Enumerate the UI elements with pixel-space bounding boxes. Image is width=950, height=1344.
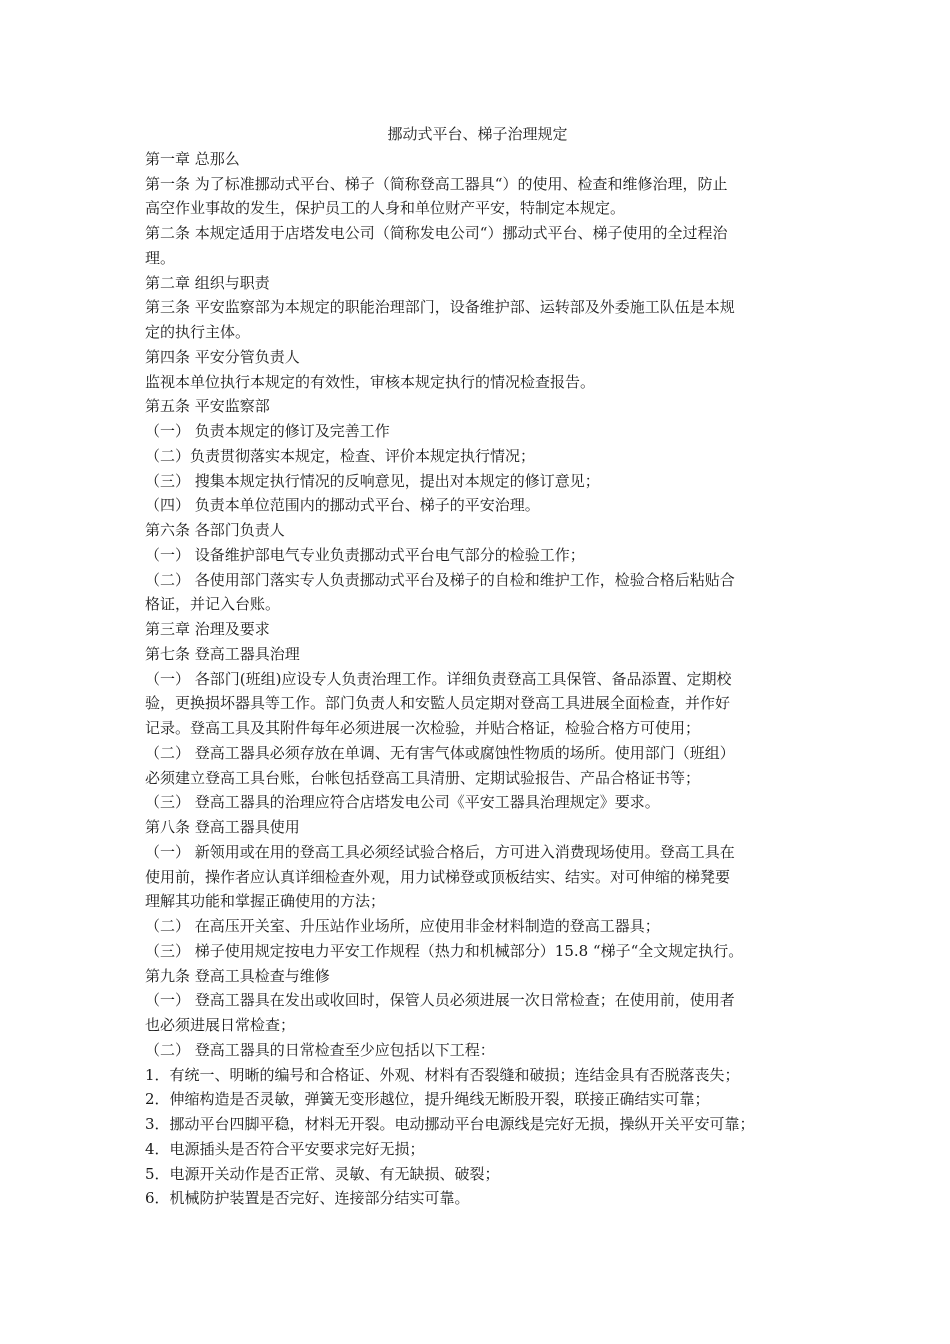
document-line: 记录。登高工具及其附件每年必须进展一次检验，并贴合格证，检验合格方可使用； — [145, 719, 701, 737]
document-line: （一） 新领用或在用的登高工具必须经试验合格后，方可进入消费现场使用。登高工具在 — [145, 842, 735, 861]
document-line: （三） 登高工器具的治理应符合店塔发电公司《平安工器具治理规定》要求。 — [145, 793, 660, 812]
document-line: 6．机械防护装置是否完好、连接部分结实可靠。 — [145, 1189, 470, 1208]
document-line: 4．电源插头是否符合平安要求完好无损； — [145, 1139, 425, 1158]
document-line: 第三条 平安监察部为本规定的职能治理部门，设备维护部、运转部及外委施工队伍是本规 — [145, 298, 735, 317]
document-page — [145, 122, 810, 1211]
document-line: 监视本单位执行本规定的有效性，审核本规定执行的情况检查报告。 — [145, 372, 596, 391]
document-line: （一） 负责本规定的修订及完善工作 — [145, 422, 390, 440]
document-line: 第四条 平安分管负责人 — [145, 347, 300, 366]
document-line: 第六条 各部门负责人 — [145, 521, 285, 539]
document-line: 1．有统一、明晰的编号和合格证、外观、材料有否裂缝和破损；连结金具有否脱落丧失； — [145, 1065, 740, 1084]
document-body — [145, 147, 810, 1211]
document-line: （一） 登高工器具在发出或收回时，保管人员必须进展一次日常检查；在使用前，使用者 — [145, 991, 735, 1010]
document-line: 2．伸缩构造是否灵敏，弹簧无变形越位，提升绳线无断股开裂，联接正确结实可靠； — [145, 1090, 710, 1109]
document-line: （三） 搜集本规定执行情况的反响意见，提出对本规定的修订意见； — [145, 471, 600, 490]
document-line: 第一条 为了标准挪动式平台、梯子（简称登高工器具“）的使用、检查和维修治理，防止 — [145, 174, 728, 193]
document-line: 高空作业事故的发生，保护员工的人身和单位财产平安，特制定本规定。 — [145, 199, 626, 218]
document-line: （二） 在高压开关室、升压站作业场所，应使用非金材料制造的登高工器具； — [145, 917, 660, 935]
document-line: 定的执行主体。 — [145, 323, 251, 341]
document-line: 格证，并记入台账。 — [145, 595, 281, 614]
document-line: 也必须进展日常检查； — [145, 1016, 296, 1034]
document-title: 挪动式平台、梯子治理规定 — [387, 125, 568, 143]
document-line: 第九条 登高工具检查与维修 — [145, 966, 330, 985]
document-line: （二） 登高工器具必须存放在单调、无有害气体或腐蚀性物质的场所。使用部门（班组） — [145, 743, 735, 762]
document-line: （二）负责贯彻落实本规定，检查、评价本规定执行情况； — [145, 446, 536, 465]
document-line: （一） 设备维护部电气专业负责挪动式平台电气部分的检验工作； — [145, 545, 585, 564]
document-line: 5．电源开关动作是否正常、灵敏、有无缺损、破裂； — [145, 1164, 500, 1183]
document-line: 使用前，操作者应认真详细检查外观，用力试梯登或顶板结实、结实。对可伸缩的梯凳要 — [145, 867, 731, 886]
document-line: 第二章 组织与职责 — [145, 273, 270, 292]
document-line: 理解其功能和掌握正确使用的方法； — [145, 892, 386, 911]
document-line: 第五条 平安监察部 — [145, 397, 270, 416]
document-line: 第七条 登高工器具治理 — [145, 644, 300, 663]
document-line: （二） 登高工器具的日常检查至少应包括以下工程： — [145, 1040, 495, 1059]
document-line: 必须建立登高工具台账，台帐包括登高工具清册、定期试验报告、产品合格证书等； — [145, 768, 701, 787]
document-line: （三） 梯子使用规定按电力平安工作规程（热力和机械部分）15.8 “梯子“全文规定执行。 — [145, 941, 744, 960]
document-line: 理。 — [145, 248, 176, 267]
document-line: 第八条 登高工器具使用 — [145, 818, 300, 836]
document-line: 第二条 本规定适用于店塔发电公司（简称发电公司“）挪动式平台、梯子使用的全过程治 — [145, 224, 728, 242]
document-line: 第一章 总那么 — [145, 149, 240, 168]
document-line: 3．挪动平台四脚平稳，材料无开裂。电动挪动平台电源线是完好无损，操纵开关平安可靠； — [145, 1115, 755, 1133]
document-line: （一） 各部门(班组)应设专人负责治理工作。详细负责登高工具保管、备品添置、定期校 — [145, 669, 732, 688]
document-line: 第三章 治理及要求 — [145, 620, 270, 638]
document-line: 验，更换损坏器具等工作。部门负责人和安監人员定期对登高工具进展全面检查，并作好 — [145, 694, 731, 713]
document-line: （四） 负责本单位范围内的挪动式平台、梯子的平安治理。 — [145, 496, 540, 515]
document-line: （二） 各使用部门落实专人负责挪动式平台及梯子的自检和维护工作，检验合格后粘贴合 — [145, 570, 735, 589]
